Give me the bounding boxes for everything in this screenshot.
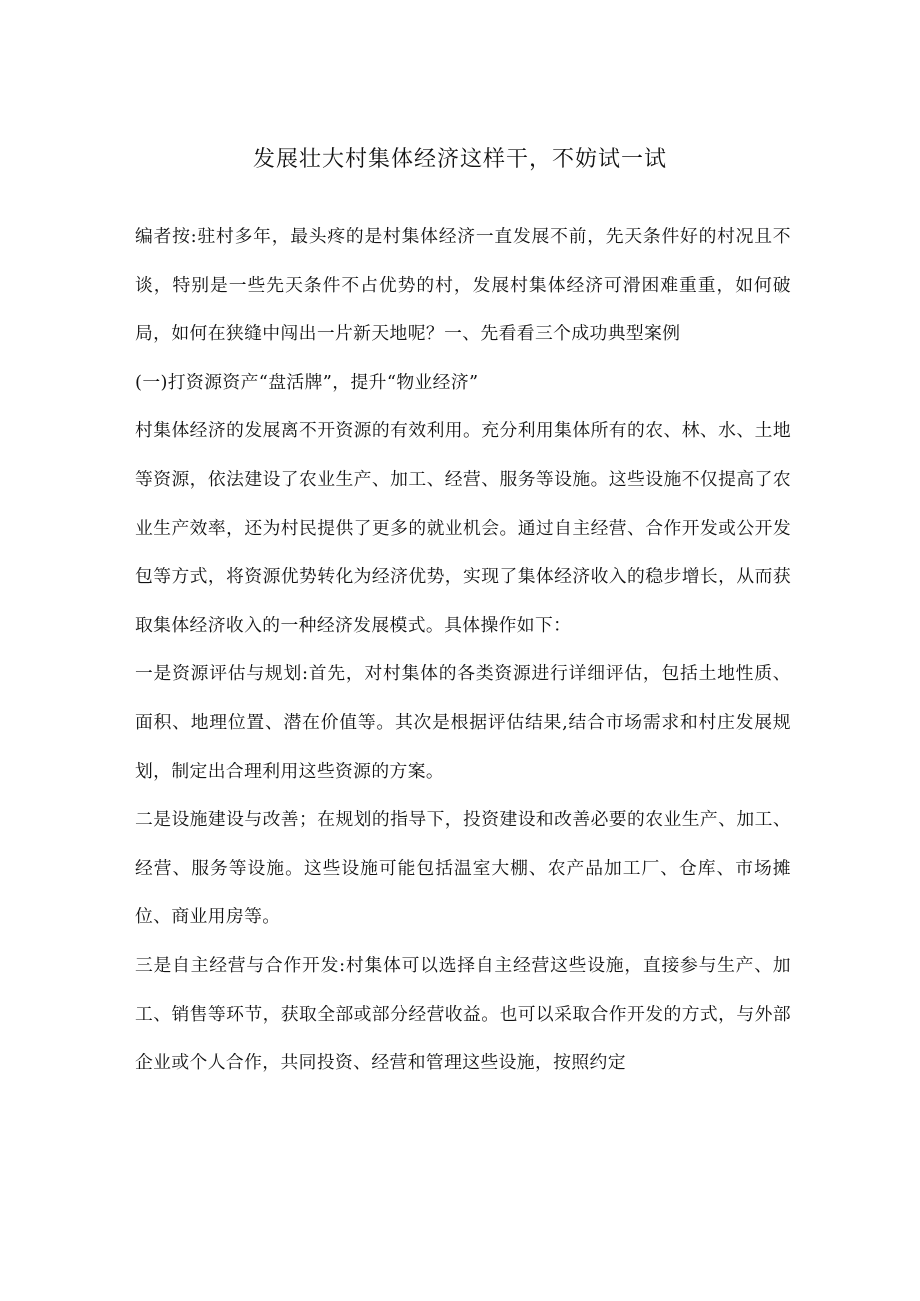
document-body (135, 213, 791, 1088)
body-paragraph: 二是设施建设与改善；在规划的指导下，投资建设和改善必要的农业生产、加工、经营、服务等设施。这些设施可能包括温室大棚、农产品加工厂、仓库、市场摊位、商业用房等。 (135, 809, 791, 928)
body-paragraph: 一是资源评估与规划:首先，对村集体的各类资源进行详细评估，包括土地性质、面积、地理位置、潜在价值等。其次是根据评估结果,结合市场需求和村庄发展规划，制定出合理利用这些资源的方案。 (135, 663, 791, 782)
document-title: 发展壮大村集体经济这样干，不妨试一试 (252, 147, 667, 172)
body-paragraph: 村集体经济的发展离不开资源的有效利用。充分利用集体所有的农、林、水、土地等资源，依法建设了农业生产、加工、经营、服务等设施。这些设施不仅提高了农业生产效率，还为村民提供了更多的就业机会。通过自主经营、合作开发或公开发包等方式，将资源优势转化为经济优势，实现了集体经济收入的稳步增长，从而获取集体经济收入的一种经济发展模式。具体操作如下： (135, 420, 791, 636)
body-paragraph: 三是自主经营与合作开发:村集体可以选择自主经营这些设施，直接参与生产、加工、销售等环节，获取全部或部分经营收益。也可以采取合作开发的方式，与外部企业或个人合作，共同投资、经营和管理这些设施，按照约定 (135, 954, 791, 1074)
editor-note-paragraph: 编者按:驻村多年，最头疼的是村集体经济一直发展不前，先天条件好的村况且不谈，特别是一些先天条件不占优势的村，发展村集体经济可滑困难重重，如何破局，如何在狭缝中闯出一片新天地呢？一、先看看三个成功典型案例 (135, 226, 791, 345)
section-heading-1: (一)打资源资产“盘活牌”，提升“物业经济” (135, 371, 479, 393)
